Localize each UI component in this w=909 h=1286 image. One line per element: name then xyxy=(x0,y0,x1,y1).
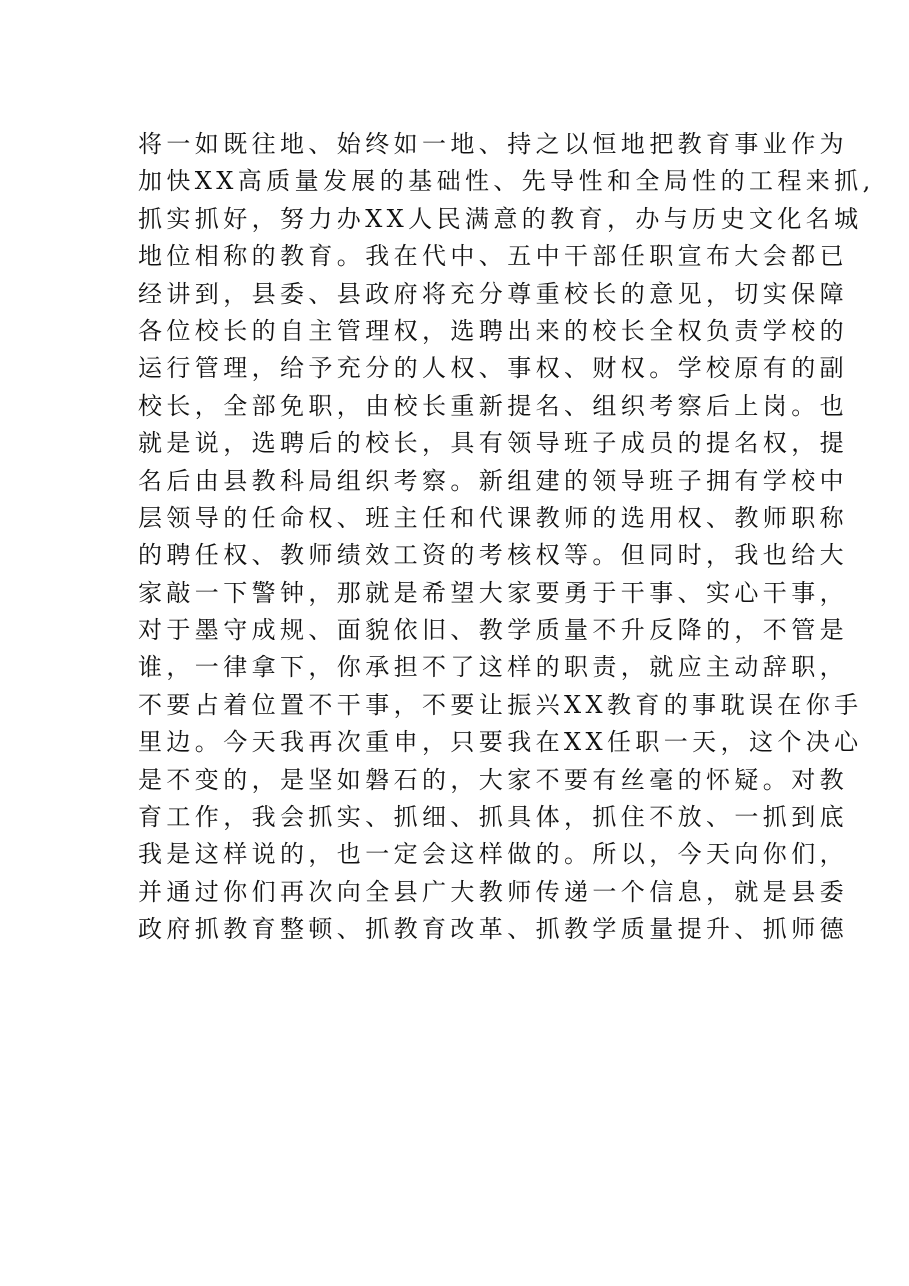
text-line: 谁，一律拿下，你承担不了这样的职责，就应主动辞职， xyxy=(138,653,848,682)
text-line: 里边。今天我再次重申，只要我在XX任职一天，这个决心 xyxy=(138,728,863,757)
text-line: 名后由县教科局组织考察。新组建的领导班子拥有学校中 xyxy=(138,466,848,495)
text-line: 经讲到，县委、县政府将充分尊重校长的意见，切实保障 xyxy=(138,279,848,308)
text-line: 政府抓教育整顿、抓教育改革、抓教学质量提升、抓师德 xyxy=(138,915,848,944)
text-line: 加快XX高质量发展的基础性、先导性和全局性的工程来抓, xyxy=(138,167,875,196)
text-line: 并通过你们再次向全县广大教师传递一个信息，就是县委 xyxy=(138,877,848,906)
text-line: 的聘任权、教师绩效工资的考核权等。但同时，我也给大 xyxy=(138,541,848,570)
text-line: 将一如既往地、始终如一地、持之以恒地把教育事业作为 xyxy=(138,130,848,158)
text-line: 各位校长的自主管理权，选聘出来的校长全权负责学校的 xyxy=(138,316,848,345)
text-line: 地位相称的教育。我在代中、五中干部任职宣布大会都已 xyxy=(138,242,848,271)
text-line: 我是这样说的，也一定会这样做的。所以，今天向你们， xyxy=(138,840,848,869)
text-line: 是不变的，是坚如磐石的，大家不要有丝毫的怀疑。对教 xyxy=(138,765,848,794)
text-line: 就是说，选聘后的校长，具有领导班子成员的提名权，提 xyxy=(138,429,848,458)
text-line: 层领导的任命权、班主任和代课教师的选用权、教师职称 xyxy=(138,503,848,532)
text-line: 校长，全部免职，由校长重新提名、组织考察后上岗。也 xyxy=(138,391,848,420)
text-line: 育工作，我会抓实、抓细、抓具体，抓住不放、一抓到底 xyxy=(138,803,848,832)
text-line: 家敲一下警钟，那就是希望大家要勇于干事、实心干事， xyxy=(138,578,848,607)
text-line: 不要占着位置不干事，不要让振兴XX教育的事耽误在你手 xyxy=(138,690,863,719)
text-line: 对于墨守成规、面貌依旧、教学质量不升反降的，不管是 xyxy=(138,616,848,645)
text-line: 抓实抓好，努力办XX人民满意的教育，办与历史文化名城 xyxy=(138,204,863,233)
body-text xyxy=(138,126,875,949)
text-line: 运行管理，给予充分的人权、事权、财权。学校原有的副 xyxy=(138,354,848,383)
